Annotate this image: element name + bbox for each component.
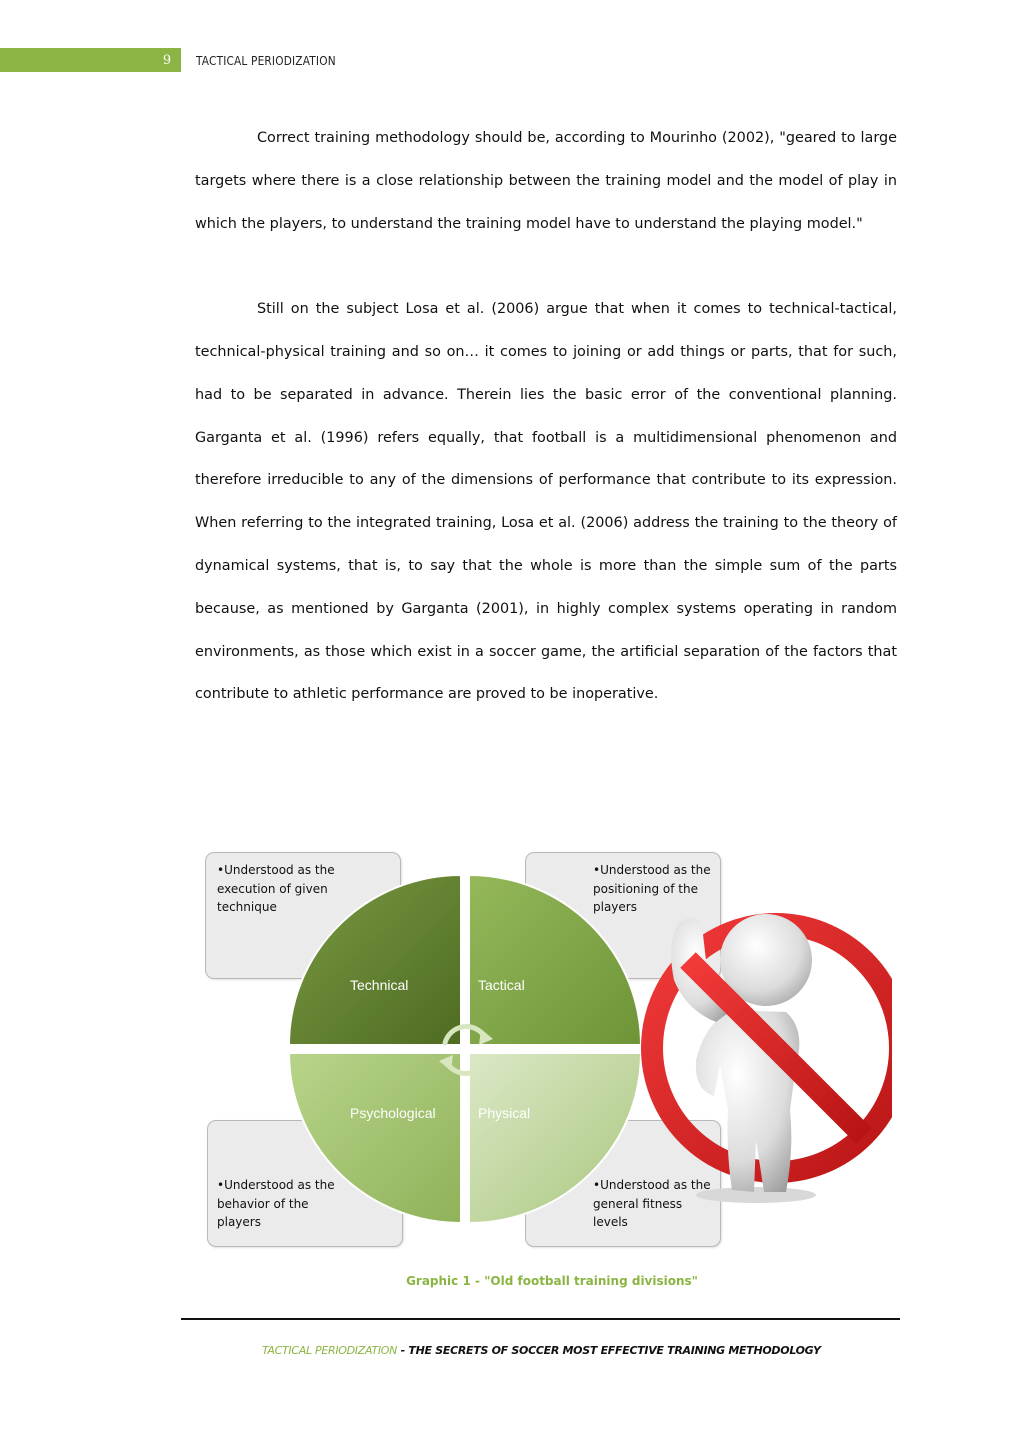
desc-psychological: •Understood as the behavior of the players bbox=[217, 1178, 335, 1230]
label-tactical: Tactical bbox=[478, 977, 525, 993]
footer bbox=[262, 1344, 882, 1357]
no-sign-figure-icon bbox=[636, 860, 892, 1205]
footer-subtitle: THE SECRETS OF SOCCER MOST EFFECTIVE TRAINING METHODOLOGY bbox=[408, 1344, 821, 1357]
quadrant-circle bbox=[289, 875, 643, 1225]
label-technical: Technical bbox=[350, 977, 409, 993]
label-physical: Physical bbox=[478, 1105, 531, 1121]
footer-separator: - bbox=[397, 1344, 409, 1357]
desc-technical: •Understood as the execution of given technique bbox=[217, 863, 335, 915]
desc-physical: •Understood as the general fitness levels bbox=[593, 1178, 711, 1230]
footer-rule bbox=[181, 1318, 900, 1320]
header-accent-bar bbox=[0, 48, 181, 72]
label-psychological: Psychological bbox=[350, 1105, 436, 1121]
body-text bbox=[195, 117, 897, 716]
footer-title: TACTICAL PERIODIZATION bbox=[262, 1344, 398, 1357]
running-title: TACTICAL PERIODIZATION bbox=[196, 54, 336, 68]
paragraph-2: Still on the subject Losa et al. (2006) argue that when it comes to technical-tactical, technical-physical training and so on… it comes to joining or add things or parts, that for such, had to be separated in advance. Therein lies the basic error of the conventional planning. Garganta et al. (1996) refers equally, that football is a multidimensional phenomenon and therefore irreducible to any of the dimensions of performance that contribute to its expression. When referring to the integrated training, Losa et al. (2006) address the training to the theory of dynamical systems, that is, to say that the whole is more than the simple sum of the parts because, as mentioned by Garganta (2001), in highly complex systems operating in random environments, as those which exist in a soccer game, the artificial separation of the factors that contribute to athletic performance are proved to be inoperative. bbox=[195, 301, 897, 703]
paragraph-1: Correct training methodology should be, according to Mourinho (2002), "geared to large targets where there is a close relationship between the training model and the model of play in which the players, to understand the training model have to understand the playing model." bbox=[195, 130, 897, 232]
desc-tactical: •Understood as the positioning of the players bbox=[593, 863, 711, 915]
page-number: 9 bbox=[162, 53, 172, 68]
figure-caption: Graphic 1 - "Old football training divisions" bbox=[406, 1274, 698, 1288]
